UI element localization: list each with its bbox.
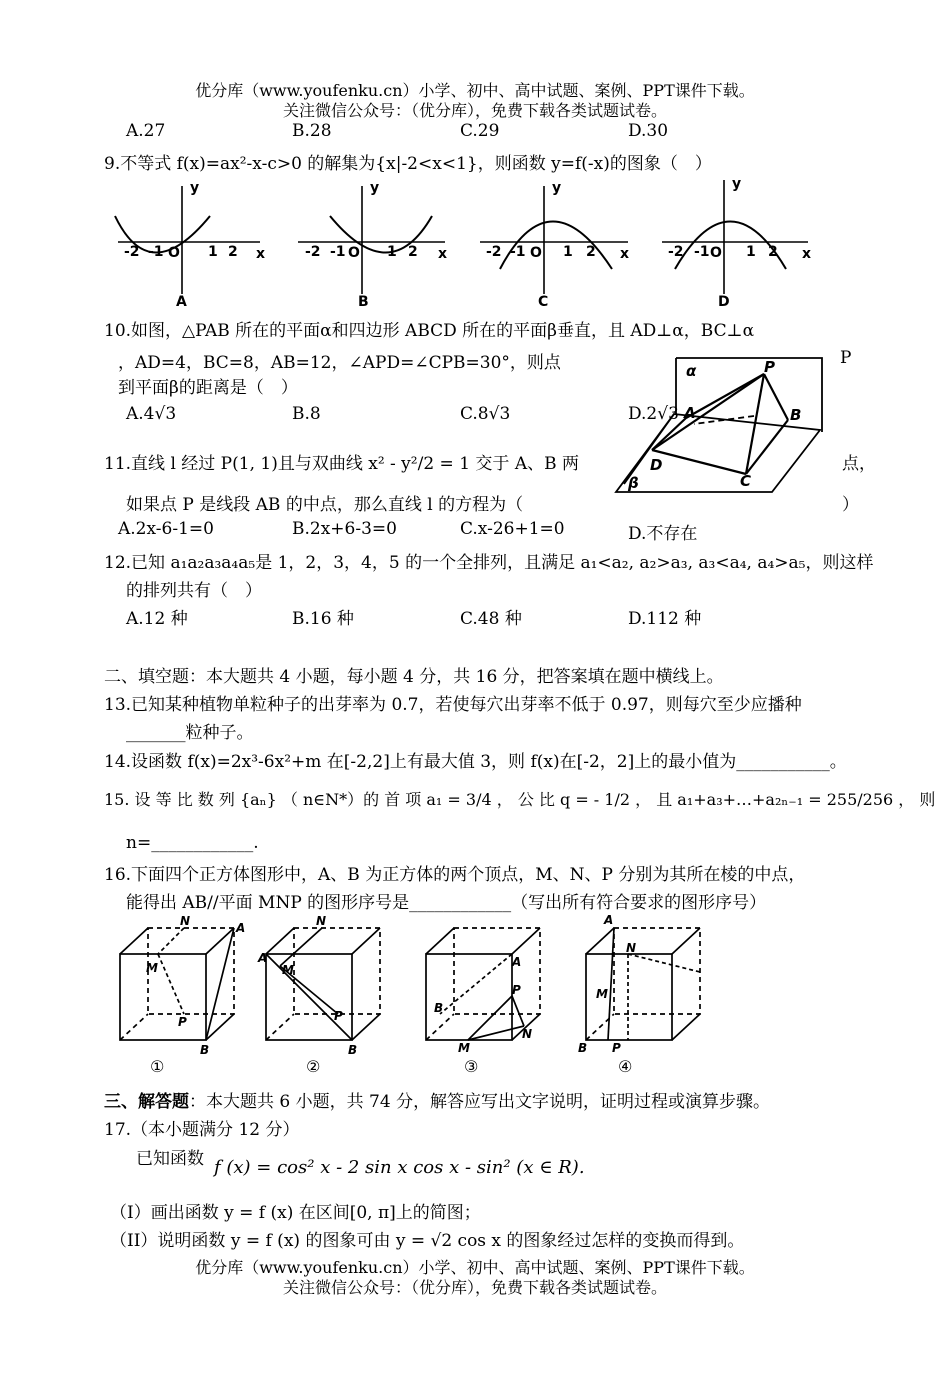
svg-text:1: 1: [387, 244, 397, 260]
q11-line-2-right: ）: [842, 495, 859, 515]
svg-text:A: A: [512, 955, 522, 969]
graph-a-x-label: x: [256, 246, 266, 262]
svg-text:A: A: [684, 404, 696, 422]
svg-text:O: O: [710, 245, 722, 261]
q9-text: 9.不等式 f(x)=ax²-x-c>0 的解集为{x|-2<x<1}，则函数 y=f(-x)的图象（ ）: [104, 154, 712, 174]
q10-option-d: D.2√3: [628, 404, 679, 424]
q17-part-1: （I）画出函数 y = f (x) 在区间[0, π]上的简图；: [110, 1203, 481, 1223]
header-line-2: 关注微信公众号：（优分库），免费下载各类试题试卷。: [282, 101, 667, 120]
graph-c: [480, 186, 628, 294]
q10-option-a: A.4√3: [126, 404, 177, 424]
svg-text:β: β: [628, 474, 639, 492]
svg-text:N: N: [626, 941, 637, 955]
q8-option-d: D.30: [628, 121, 669, 141]
svg-text:1: 1: [208, 244, 218, 260]
q17-given: 已知函数: [136, 1149, 204, 1169]
q10-line-3: 到平面β的距离是（ ）: [118, 378, 298, 398]
section-3-title: [104, 1087, 770, 1112]
cube-1: [120, 928, 234, 1040]
q16-cube-figures: [108, 914, 728, 1078]
svg-text:-1: -1: [694, 244, 710, 260]
q12-option-d: D.112 种: [628, 609, 702, 629]
q12-line-1: 12.已知 a₁a₂a₃a₄a₅是 1，2，3，4，5 的一个全排列，且满足 a₁<a₂, a₂>a₃, a₃<a₄, a₄>a₅，则这样: [104, 553, 874, 573]
q10-line-2: ，AD=4，BC=8，AB=12，∠APD=∠CPB=30°，则点: [118, 353, 561, 373]
svg-text:B: B: [578, 1041, 588, 1055]
svg-text:x: x: [438, 246, 448, 262]
graph-a-label: A: [176, 294, 187, 310]
svg-text:O: O: [530, 245, 542, 261]
q11-line-1-right: 点，: [842, 454, 876, 474]
q11-option-c: C.x-26+1=0: [460, 519, 565, 539]
svg-text:α: α: [686, 362, 697, 380]
cube-3-number: ③: [464, 1057, 479, 1076]
svg-text:A: A: [604, 914, 614, 927]
cube-2: [266, 928, 380, 1040]
segment-pb: [764, 374, 788, 420]
q14-text: 14.设函数 f(x)=2x³-6x²+m 在[-2,2]上有最大值 3，则 f(x)在[-2，2]上的最小值为___________。: [104, 752, 847, 772]
graph-b-label: B: [358, 294, 369, 310]
q15-line-2: n=____________.: [126, 833, 259, 853]
q13-line-2: _______粒种子。: [126, 723, 254, 743]
q13-line-1: 13.已知某种植物单粒种子的出芽率为 0.7，若使每穴出芽率不低于 0.97，则每穴至少应播种: [104, 695, 802, 715]
q12-line-2: 的排列共有（ ）: [126, 581, 262, 601]
svg-text:C: C: [740, 472, 752, 490]
segment-ad: [652, 418, 686, 450]
cube-3: [426, 928, 540, 1040]
q8-option-c: C.29: [460, 121, 500, 141]
q10-line-2-right: P: [840, 348, 852, 368]
svg-text:N: N: [522, 1027, 533, 1041]
svg-text:1: 1: [563, 244, 573, 260]
segment-bc: [746, 420, 788, 474]
q10-option-b: B.8: [292, 404, 321, 424]
segment-pa: [686, 374, 764, 418]
svg-text:B: B: [348, 1043, 358, 1057]
svg-text:-2: -2: [305, 244, 321, 260]
svg-text:M: M: [282, 963, 294, 977]
svg-text:2: 2: [586, 244, 596, 260]
svg-text:y: y: [732, 176, 742, 192]
svg-text:M: M: [596, 987, 608, 1001]
segment-pd: [652, 374, 764, 450]
q8-option-a: A.27: [126, 121, 166, 141]
svg-text:N: N: [180, 914, 191, 928]
q11-option-d: D.不存在: [628, 524, 698, 544]
svg-text:2: 2: [228, 244, 238, 260]
graph-d-label: D: [718, 294, 730, 310]
q10-figure: [604, 354, 844, 494]
svg-text:-2: -2: [124, 244, 140, 260]
q10-option-c: C.8√3: [460, 404, 511, 424]
segment-dc: [652, 450, 746, 474]
svg-text:2: 2: [408, 244, 418, 260]
svg-text:y: y: [552, 180, 562, 196]
svg-text:x: x: [802, 246, 812, 262]
graph-b: [298, 186, 448, 294]
q11-option-b: B.2x+6-3=0: [292, 519, 397, 539]
svg-text:2: 2: [768, 244, 778, 260]
graph-c-label: C: [538, 294, 549, 310]
svg-text:P: P: [178, 1015, 187, 1029]
svg-text:B: B: [790, 406, 802, 424]
cube-4-number: ④: [618, 1057, 633, 1076]
section-2-title: 二、填空题：本大题共 4 小题，每小题 4 分，共 16 分，把答案填在题中横线上。: [104, 667, 724, 687]
q10-line-1: 10.如图，△PAB 所在的平面α和四边形 ABCD 所在的平面β垂直，且 AD⊥α，BC⊥α: [104, 321, 755, 341]
section-3-title-bold: 三、解答题: [104, 1092, 189, 1112]
q11-line-1: 11.直线 l 经过 P(1, 1)且与双曲线 x² - y²/2 = 1 交于 A、B 两: [104, 454, 579, 474]
q11-line-2: 如果点 P 是线段 AB 的中点，那么直线 l 的方程为（: [126, 495, 524, 515]
svg-text:-1: -1: [330, 244, 346, 260]
svg-text:D: D: [650, 456, 663, 474]
svg-text:1: 1: [746, 244, 756, 260]
q8-option-b: B.28: [292, 121, 332, 141]
svg-text:P: P: [512, 983, 521, 997]
svg-text:P: P: [334, 1009, 343, 1023]
svg-text:A: A: [258, 951, 268, 965]
q15-line-1: 15. 设 等 比 数 列 {aₙ} （ n∈N*）的 首 项 a₁ = 3/4 ， 公 比 q = - 1/2 ， 且 a₁+a₃+…+a₂ₙ₋₁ = 255/256 ， 则: [104, 790, 936, 809]
q12-option-b: B.16 种: [292, 609, 354, 629]
svg-text:O: O: [348, 245, 360, 261]
svg-text:P: P: [764, 358, 775, 376]
graph-d: [662, 180, 808, 294]
svg-text:B: B: [200, 1043, 210, 1057]
svg-text:M: M: [458, 1041, 470, 1055]
svg-text:M: M: [146, 961, 158, 975]
section-3-title-rest: ：本大题共 6 小题，共 74 分，解答应写出文字说明，证明过程或演算步骤。: [189, 1092, 771, 1112]
cube-2-number: ②: [306, 1057, 321, 1076]
graph-a-y-label: y: [190, 180, 200, 196]
svg-text:-2: -2: [668, 244, 684, 260]
svg-text:N: N: [316, 914, 327, 928]
q12-option-a: A.12 种: [126, 609, 188, 629]
cube-4: [586, 928, 700, 1040]
q17-part-2: （II）说明函数 y = f (x) 的图象可由 y = √2 cos x 的图象经过怎样的变换而得到。: [110, 1231, 745, 1251]
graph-a-origin: O: [168, 245, 180, 261]
footer-line-1: 优分库（www.youfenku.cn）小学、初中、高中试题、案例、PPT课件下载。: [195, 1258, 755, 1277]
svg-text:x: x: [620, 246, 630, 262]
svg-text:-1: -1: [148, 244, 164, 260]
q11-option-a: A.2x-6-1=0: [118, 519, 214, 539]
svg-text:P: P: [612, 1041, 621, 1055]
header-line-1: 优分库（www.youfenku.cn）小学、初中、高中试题、案例、PPT课件下载。: [195, 81, 755, 100]
svg-text:B: B: [434, 1001, 444, 1015]
footer-line-2: 关注微信公众号：（优分库），免费下载各类试题试卷。: [282, 1278, 667, 1297]
q17-title: 17.（本小题满分 12 分）: [104, 1120, 300, 1140]
graph-a: [115, 186, 260, 294]
q16-line-2: 能得出 AB//平面 MNP 的图形序号是____________（写出所有符合要求的图形序号）: [126, 893, 767, 913]
svg-text:y: y: [370, 180, 380, 196]
svg-text:-1: -1: [510, 244, 526, 260]
svg-text:-2: -2: [486, 244, 502, 260]
q12-option-c: C.48 种: [460, 609, 522, 629]
q16-line-1: 16.下面四个正方体图形中，A、B 为正方体的两个顶点，M、N、P 分别为其所在棱的中点，: [104, 865, 806, 885]
q17-formula: f (x) = cos² x - 2 sin x cos x - sin² (x ∈ R).: [214, 1157, 585, 1178]
svg-text:A: A: [236, 921, 246, 935]
cube-1-number: ①: [150, 1057, 165, 1076]
q9-graphs: [100, 174, 820, 314]
